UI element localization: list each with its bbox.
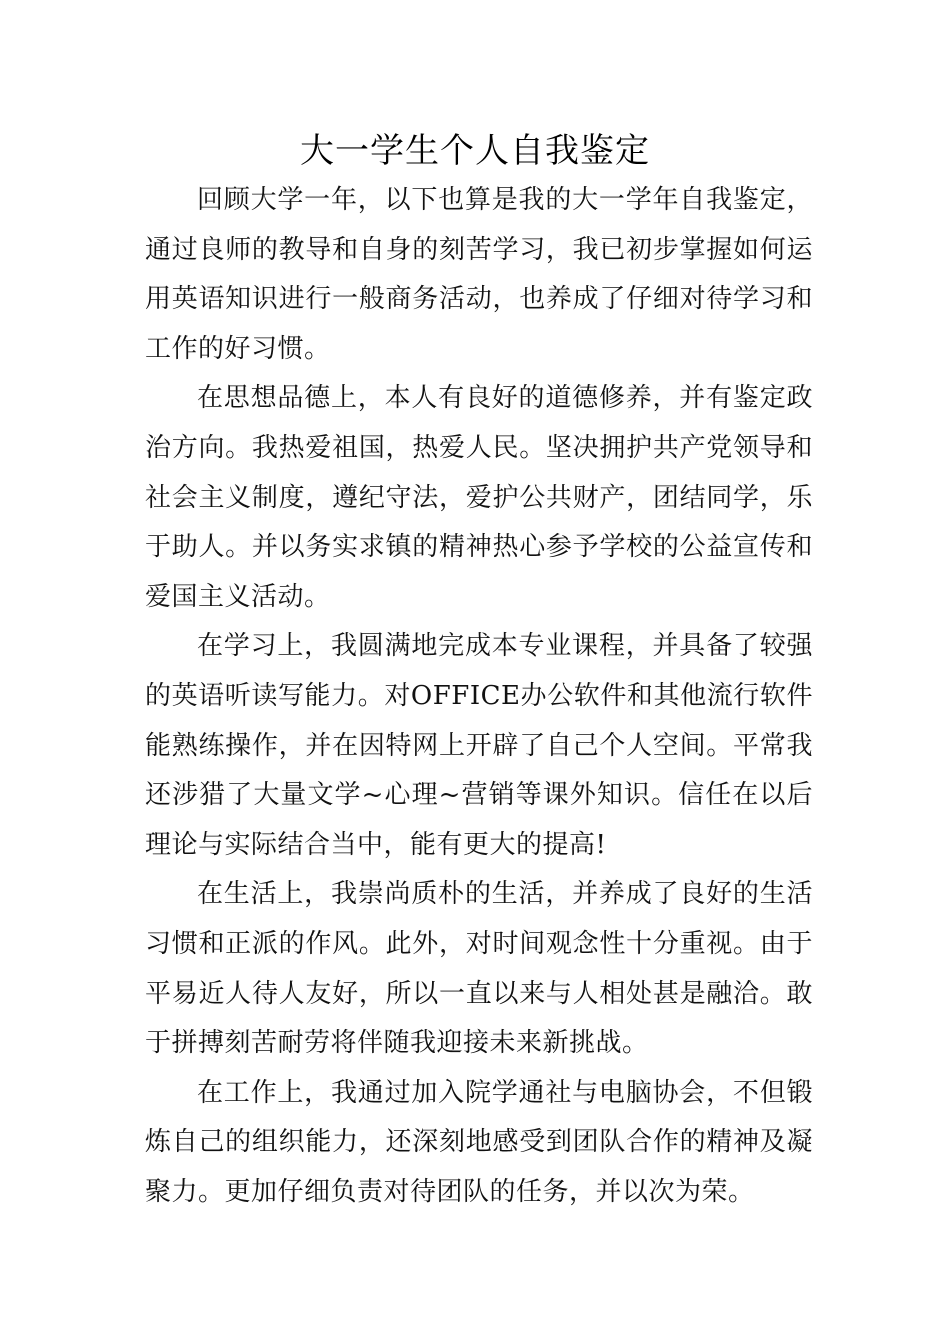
- paragraph-life: 在生活上，我崇尚质朴的生活，并养成了良好的生活习惯和正派的作风。此外，对时间观念性十分重视。由于平易近人待人友好，所以一直以来与人相处甚是融洽。敢于拼搏刻苦耐劳将伴随我迎接未来新挑战。: [145, 879, 813, 1059]
- document-body: [145, 176, 813, 1217]
- paragraph-morality: 在思想品德上，本人有良好的道德修养，并有鉴定政治方向。我热爱祖国，热爱人民。坚决拥护共产党领导和社会主义制度，遵纪守法，爱护公共财产，团结同学，乐于助人。并以务实求镇的精神热心参予学校的公益宣传和爱国主义活动。: [145, 383, 813, 612]
- paragraph-work: 在工作上，我通过加入院学通社与电脑协会，不但锻炼自己的组织能力，还深刻地感受到团队合作的精神及凝聚力。更加仔细负责对待团队的任务，并以次为荣。: [145, 1077, 813, 1207]
- paragraph-review: 回顾大学一年，以下也算是我的大一学年自我鉴定，通过良师的教导和自身的刻苦学习，我已初步掌握如何运用英语知识进行一般商务活动，也养成了仔细对待学习和工作的好习惯。: [145, 185, 813, 364]
- paragraph-study: 在学习上，我圆满地完成本专业课程，并具备了较强的英语听读写能力。对OFFICE办公软件和其他流行软件能熟练操作，并在因特网上开辟了自己个人空间。平常我还涉猎了大量文学~心理~营销等课外知识。信任在以后理论与实际结合当中，能有更大的提高!: [145, 631, 813, 860]
- document-title: 大一学生个人自我鉴定: [300, 131, 650, 171]
